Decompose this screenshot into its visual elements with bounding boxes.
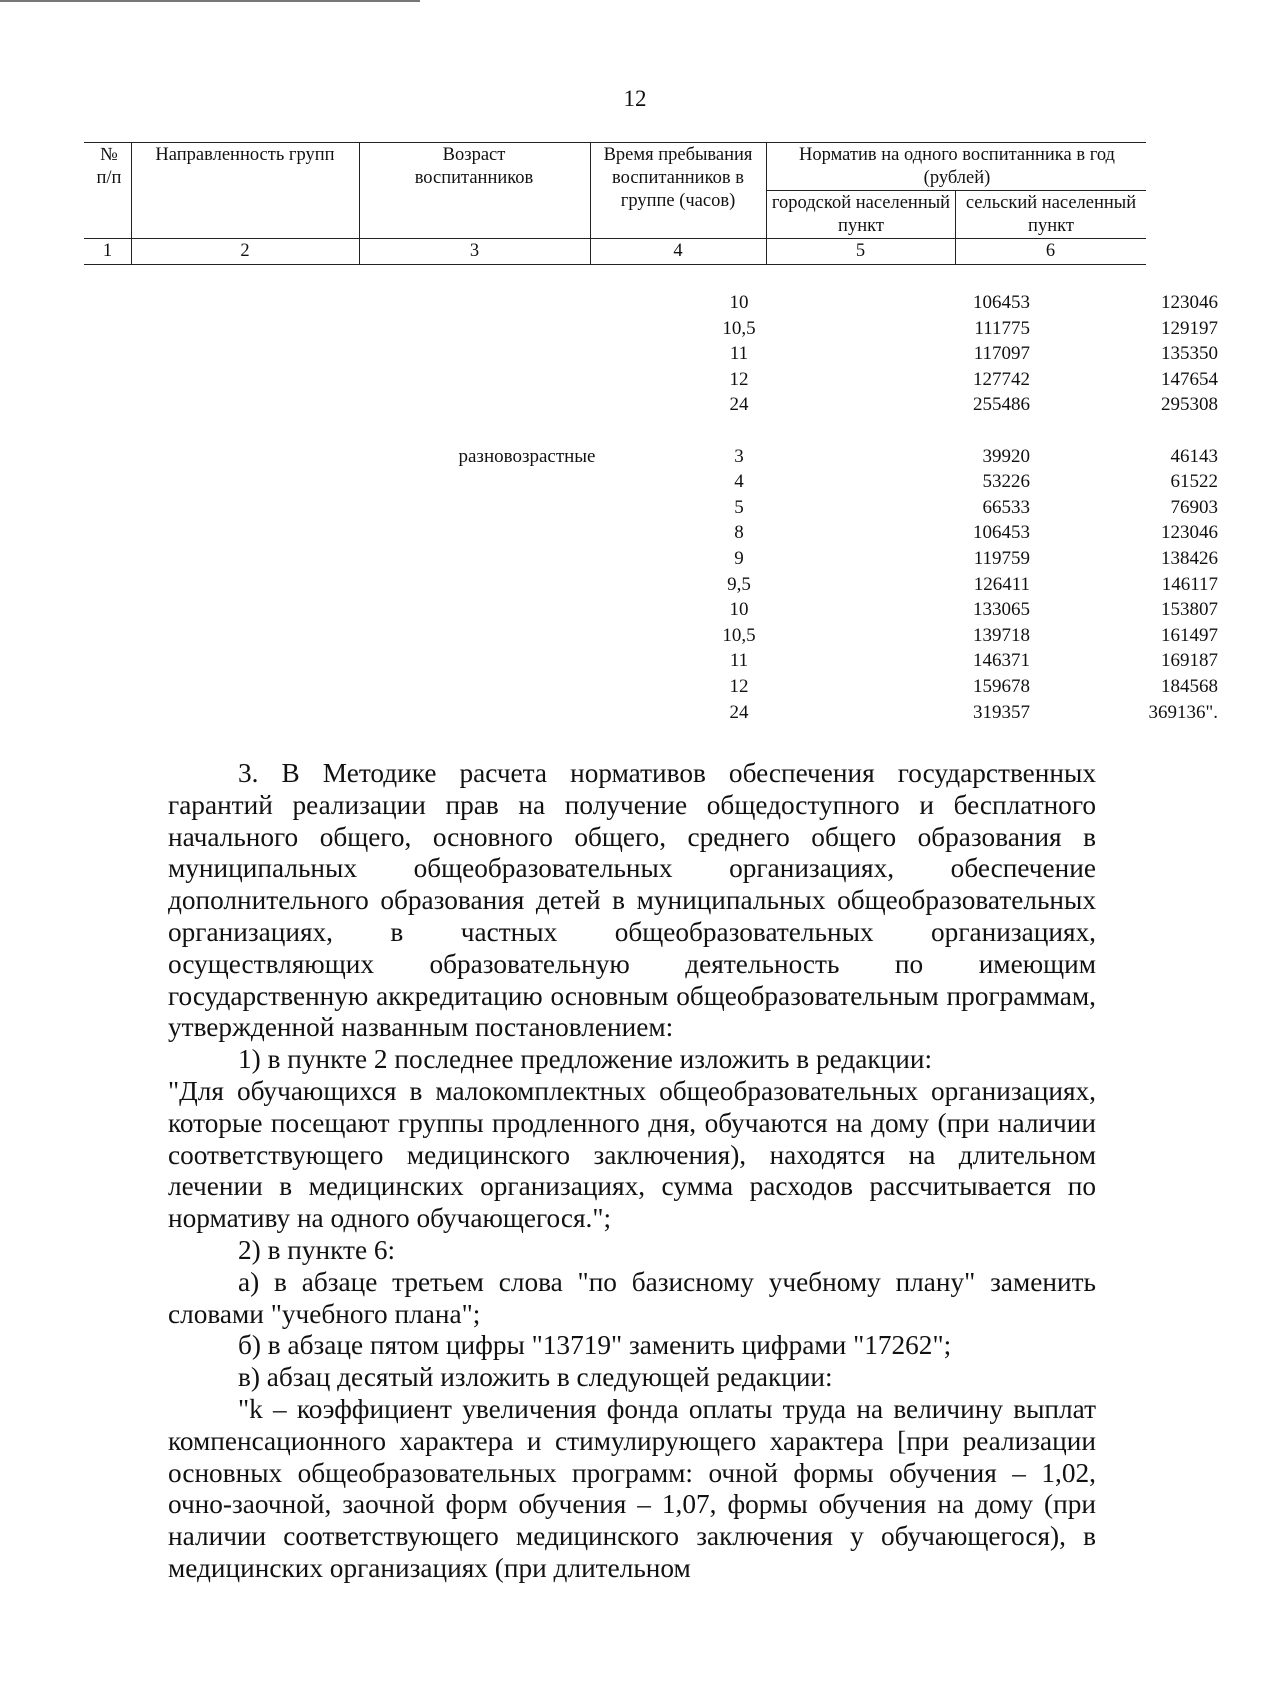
header-norm: Норматив на одного воспитанника в год (рублей): [799, 145, 1115, 188]
cell-city: 159678: [973, 675, 1030, 697]
cell-rural: 169187: [1161, 650, 1218, 672]
cell-rural: 161497: [1161, 624, 1218, 646]
paragraph: 1) в пункте 2 последнее предложение изложить в редакции:: [238, 1044, 933, 1075]
table-row: [84, 341, 1218, 367]
cell-city: 106453: [973, 292, 1030, 313]
table-row-spacer: [84, 418, 1146, 444]
cell-city: 127742: [973, 368, 1030, 390]
paragraph: б) в абзаце пятом цифры "13719" заменить цифрами "17262";: [238, 1330, 952, 1361]
table-row: [84, 444, 1218, 470]
paragraph: 2) в пункте 6:: [238, 1234, 396, 1265]
cell-time: 11: [729, 343, 749, 365]
table-row: [84, 367, 1218, 393]
cell-time: 9: [734, 547, 744, 569]
cell-rural: 123046: [1161, 292, 1218, 313]
cell-rural: 146117: [1161, 573, 1218, 595]
paragraph: "Для обучающихся в малокомплектных общеобразовательных организациях, которые посещают группы продленного дня, обучаются на дому (при наличии соответствующего медицинского заключения), находятся на длительном лечении в медицинских организациях, сумма расходов рассчитывается по нормативу на одного обучающегося.";: [168, 1075, 1096, 1234]
header-age: Возраст воспитанников: [414, 145, 534, 188]
header-num: № п/п: [96, 145, 122, 188]
table-row: [84, 469, 1218, 495]
table-row: [84, 700, 1218, 726]
cell-city: 111775: [974, 317, 1030, 339]
cell-rural: 129197: [1161, 317, 1218, 339]
cell-city: 119759: [973, 547, 1030, 569]
cell-city: 126411: [973, 573, 1030, 595]
cell-time: 5: [734, 496, 744, 518]
cell-city: 117097: [973, 343, 1030, 365]
table-row: [84, 546, 1218, 572]
cell-rural: 135350: [1161, 343, 1218, 365]
cell-time: 10: [729, 599, 749, 621]
cell-city: 39920: [982, 445, 1030, 467]
cell-rural: 76903: [1170, 496, 1218, 518]
paragraph: "k – коэффициент увеличения фонда оплаты труда на величину выплат компенсационного характера и стимулирующего характера [при реализации основных общеобразовательных программ: очной формы обучения – 1,02, очно-заочной, заочной форм обучения – 1,07, формы обучения на дому (при наличии соответствующего медицинского заключения у обучающегося), в медицинских организациях (при длительном: [168, 1393, 1096, 1583]
cell-city: 106453: [973, 522, 1030, 544]
cell-time: 9,5: [727, 573, 751, 595]
colnum-bottom-rule: [84, 264, 1146, 265]
table-row: [84, 316, 1218, 342]
table-row: [84, 572, 1218, 598]
cell-rural: 46143: [1170, 445, 1218, 467]
cell-time: 10,5: [722, 624, 756, 646]
colnum-1: 1: [102, 241, 113, 261]
table-body: [84, 290, 1218, 725]
cell-rural: 153807: [1161, 599, 1218, 621]
cell-rural: 138426: [1161, 547, 1218, 569]
cell-city: 133065: [973, 599, 1030, 621]
cell-city: 53226: [982, 471, 1030, 493]
cell-rural: 147654: [1161, 368, 1218, 390]
table-row: [84, 392, 1218, 418]
table-row: [84, 520, 1218, 546]
cell-time: 10: [729, 292, 749, 313]
cell-time: 12: [729, 368, 749, 390]
cell-rural: 123046: [1161, 522, 1218, 544]
cell-city: 319357: [973, 701, 1030, 723]
colnum-5: 5: [855, 241, 866, 261]
table-row: [84, 623, 1218, 649]
cell-city: 146371: [973, 650, 1030, 672]
paragraph: в) абзац десятый изложить в следующей редакции:: [238, 1362, 833, 1393]
table-row: [84, 495, 1218, 521]
cell-time: 8: [734, 522, 744, 544]
colnum-4: 4: [673, 241, 683, 261]
cell-time: 12: [729, 675, 749, 697]
colnum-2: 2: [240, 241, 250, 261]
table-row: [84, 674, 1218, 700]
header-bottom-rule: [84, 238, 1146, 239]
cell-rural: 295308: [1161, 394, 1218, 416]
cell-city: 139718: [973, 624, 1030, 646]
header-top-rule: [84, 142, 1146, 143]
paragraph: а) в абзаце третьем слова "по базисному учебному плану" заменить словами "учебного плана";: [168, 1266, 1096, 1329]
page-number: 12: [623, 86, 647, 111]
colnum-3: 3: [469, 241, 480, 261]
cell-city: 255486: [973, 394, 1030, 416]
cell-time: 10,5: [722, 317, 756, 339]
cell-rural: 184568: [1161, 675, 1218, 697]
header-rural: сельский населенный пункт: [965, 193, 1137, 236]
header-sub-rule: [766, 190, 1146, 191]
table-row: [84, 648, 1218, 674]
header-direction: Направленность групп: [155, 145, 335, 165]
cell-rural: 61522: [1170, 471, 1218, 493]
cell-age: разновозрастные: [458, 445, 596, 467]
paragraph: 3. В Методике расчета нормативов обеспечения государственных гарантий реализации прав на получение общедоступного и бесплатного начального общего, основного общего, среднего общего образования в муниципальных общеобразовательных организациях, обеспечение дополнительного образования детей в муниципальных общеобразовательных организациях, в частных общеобразовательных организациях, осуществляющих образовательную деятельность по имеющим государственную аккредитацию основным общеобразовательным программам, утвержденной названным постановлением:: [168, 758, 1096, 1043]
cell-rural: 369136".: [1148, 701, 1218, 723]
cell-city: 66533: [982, 496, 1030, 518]
header-city: городской населенный пункт: [771, 193, 951, 236]
header-time: Время пребывания воспитанников в группе (часов): [603, 145, 753, 211]
cell-time: 24: [729, 394, 749, 416]
cell-time: 11: [729, 650, 749, 672]
cell-time: 4: [734, 471, 744, 493]
table-row: [84, 597, 1218, 623]
scan-top-edge: [0, 0, 420, 2]
body-text: [168, 758, 1096, 1585]
colnum-6: 6: [1045, 241, 1056, 261]
cell-time: 24: [729, 701, 749, 723]
cell-time: 3: [734, 445, 744, 467]
table-row: [84, 290, 1218, 316]
